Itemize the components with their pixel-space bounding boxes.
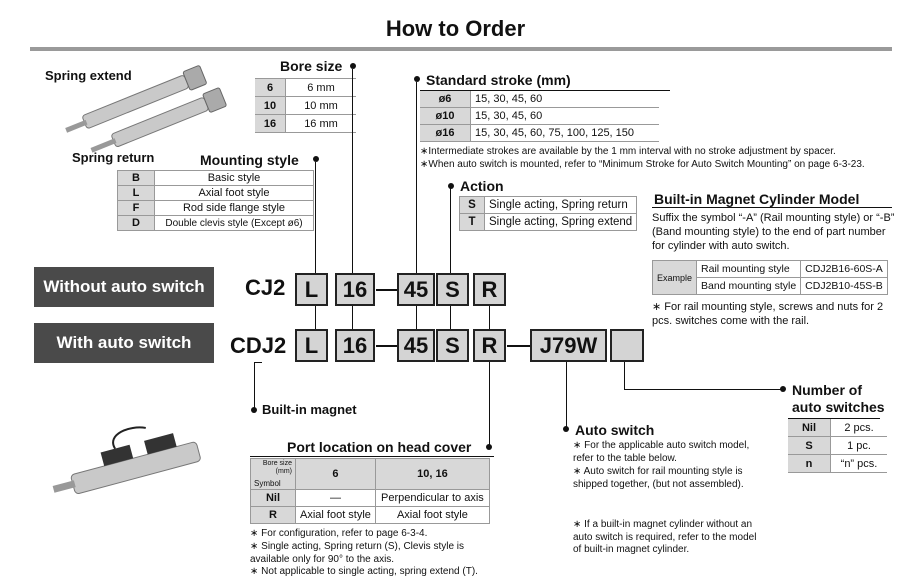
spring-extend-label: Spring extend [45,68,132,83]
port-col-header: 10, 16 [375,459,489,490]
auto-switch-cylinder-image [45,420,225,510]
mounting-style-header: Mounting style [200,152,299,168]
model-prefix-cj2: CJ2 [245,275,286,300]
dash [376,345,397,347]
num-value: “n” pcs. [831,455,888,473]
stroke-table [420,91,659,142]
stroke-code: ø16 [420,125,471,142]
table-row [118,171,314,186]
port-connector [489,362,490,447]
port-note: ∗ Not applicable to single acting, spring extend (T). [250,566,478,577]
code-stroke-box: 45 [397,273,435,306]
stroke-note: ∗When auto switch is mounted, refer to “Minimum Stroke for Auto Switch Mounting” on page 6-3-23. [420,159,865,170]
code-mount-box: L [295,329,328,362]
num-switch-header-2: auto switches [792,399,885,415]
code-bore-box: 16 [335,329,375,362]
magnet-connector [254,362,255,410]
num-switch-bullet [780,386,786,392]
link-line [352,306,353,329]
table-row [653,261,888,278]
port-location-header: Port location on head cover [287,439,472,455]
auto-switch-note: ∗ If a built-in magnet cylinder without an auto switch is required, refer to the model of built-in magnet cylinder. [573,519,757,555]
action-code: T [460,214,485,231]
table-row [118,201,314,216]
num-switch-connector-h [624,389,782,390]
bore-code: 16 [255,115,286,133]
table-row [255,97,356,115]
table-row [788,419,887,437]
port-value: Axial foot style [375,507,489,524]
stroke-value: 15, 30, 45, 60 [471,108,660,125]
port-corner-cell [251,459,296,490]
auto-switch-note: ∗ For the applicable auto switch model, refer to the table below. [573,440,750,464]
mount-code: L [118,186,155,201]
code-switch-box: J79W [530,329,607,362]
table-row [420,91,659,108]
auto-switch-connector [566,362,567,429]
standard-stroke-header: Standard stroke (mm) [426,72,571,88]
port-value: Axial foot style [296,507,376,524]
table-row [251,507,490,524]
port-bullet [486,444,492,450]
port-value: Perpendicular to axis [375,490,489,507]
example-style: Rail mounting style [697,261,801,278]
stroke-value: 15, 30, 45, 60 [471,91,660,108]
action-connector [450,188,451,273]
table-row [255,115,356,133]
without-auto-switch-label: Without auto switch [34,267,214,307]
table-row [420,125,659,142]
code-bore-box: 16 [335,273,375,306]
table-row [460,214,637,231]
example-model: CDJ2B10-45S-B [801,278,888,295]
bore-size-connector [352,69,353,273]
title-divider [30,47,892,51]
port-value: — [296,490,376,507]
mount-value: Rod side flange style [155,201,314,216]
code-action-box: S [436,329,469,362]
bore-value: 16 mm [286,115,357,133]
mount-code: D [118,216,155,231]
spring-return-label: Spring return [72,150,155,165]
action-header: Action [460,178,504,194]
example-style: Band mounting style [697,278,801,295]
num-switches-table [788,419,887,473]
magnet-model-text: Suffix the symbol “-A” (Rail mounting style) or “-B” (Band mounting style) to the end of part number for cylinder with auto switch. [652,212,895,252]
num-value: 1 pc. [831,437,888,455]
num-code: S [788,437,831,455]
table-row [118,216,314,231]
code-mount-box: L [295,273,328,306]
model-prefix-cdj2: CDJ2 [230,333,287,358]
auto-switch-note: ∗ Auto switch for rail mounting style is shipped together, (but not assembled). [573,466,744,490]
mount-code: F [118,201,155,216]
port-location-table [250,458,490,524]
auto-switch-header: Auto switch [575,422,655,438]
port-col-header: 6 [296,459,376,490]
table-row [420,108,659,125]
built-in-magnet-label: Built-in magnet [262,402,357,417]
stroke-code: ø6 [420,91,471,108]
num-value: 2 pcs. [831,419,888,437]
code-stroke-box: 45 [397,329,435,362]
num-switch-header-1: Number of [792,382,862,398]
with-auto-switch-label: With auto switch [34,323,214,363]
table-row [118,186,314,201]
example-model: CDJ2B16-60S-A [801,261,888,278]
mount-code: B [118,171,155,186]
stroke-value: 15, 30, 45, 60, 75, 100, 125, 150 [471,125,660,142]
code-num-switches-box [610,329,644,362]
mount-value: Basic style [155,171,314,186]
stroke-connector [416,82,417,273]
stroke-note: ∗Intermediate strokes are available by the 1 mm interval with no stroke adjustment by spacer. [420,146,836,157]
mounting-style-connector [315,162,316,273]
link-line [416,306,417,329]
table-row [460,197,637,214]
table-row [251,459,490,490]
example-label: Example [653,261,697,295]
bore-code: 6 [255,79,286,97]
mount-value: Axial foot style [155,186,314,201]
port-note: ∗ For configuration, refer to page 6-3-4. [250,528,428,539]
port-code: R [251,507,296,524]
port-note: ∗ Single acting, Spring return (S), Clevis style is available only for 90° to the axis. [250,541,465,565]
action-value: Single acting, Spring extend [485,214,637,231]
action-value: Single acting, Spring return [485,197,637,214]
num-switch-connector [624,362,625,390]
code-port-box: R [473,329,506,362]
port-corner-top: Bore size (mm) [262,460,292,475]
num-code: n [788,455,831,473]
magnet-model-rule [652,207,892,208]
mounting-style-bullet [313,156,319,162]
mount-value: Double clevis style (Except ø6) [155,216,314,231]
magnet-connector-top [254,362,262,363]
magnet-example-table [652,260,888,295]
bore-value: 6 mm [286,79,357,97]
table-row [788,455,887,473]
action-table [459,196,637,231]
stroke-code: ø10 [420,108,471,125]
action-bullet [448,183,454,189]
code-action-box: S [436,273,469,306]
bore-code: 10 [255,97,286,115]
action-code: S [460,197,485,214]
link-line [489,306,490,329]
bore-size-header: Bore size [280,58,343,74]
link-line [450,306,451,329]
magnet-model-header: Built-in Magnet Cylinder Model [654,191,860,207]
dash [507,345,530,347]
port-code: Nil [251,490,296,507]
magnet-bullet [251,407,257,413]
bore-size-table [255,78,356,133]
table-row [255,79,356,97]
auto-switch-bullet [563,426,569,432]
table-row [788,437,887,455]
bore-size-bullet [350,63,356,69]
bore-value: 10 mm [286,97,357,115]
port-rule [250,456,494,457]
spring-cylinder-image [45,62,245,157]
code-port-box: R [473,273,506,306]
mounting-style-table [117,170,314,231]
link-line [315,306,316,329]
dash [376,289,397,291]
port-corner-bottom: Symbol [254,479,281,488]
num-code: Nil [788,419,831,437]
table-row [251,490,490,507]
magnet-model-note: ∗ For rail mounting style, screws and nuts for 2 pcs. switches come with the rail. [652,301,884,327]
page-title: How to Order [385,16,526,41]
stroke-bullet [414,76,420,82]
